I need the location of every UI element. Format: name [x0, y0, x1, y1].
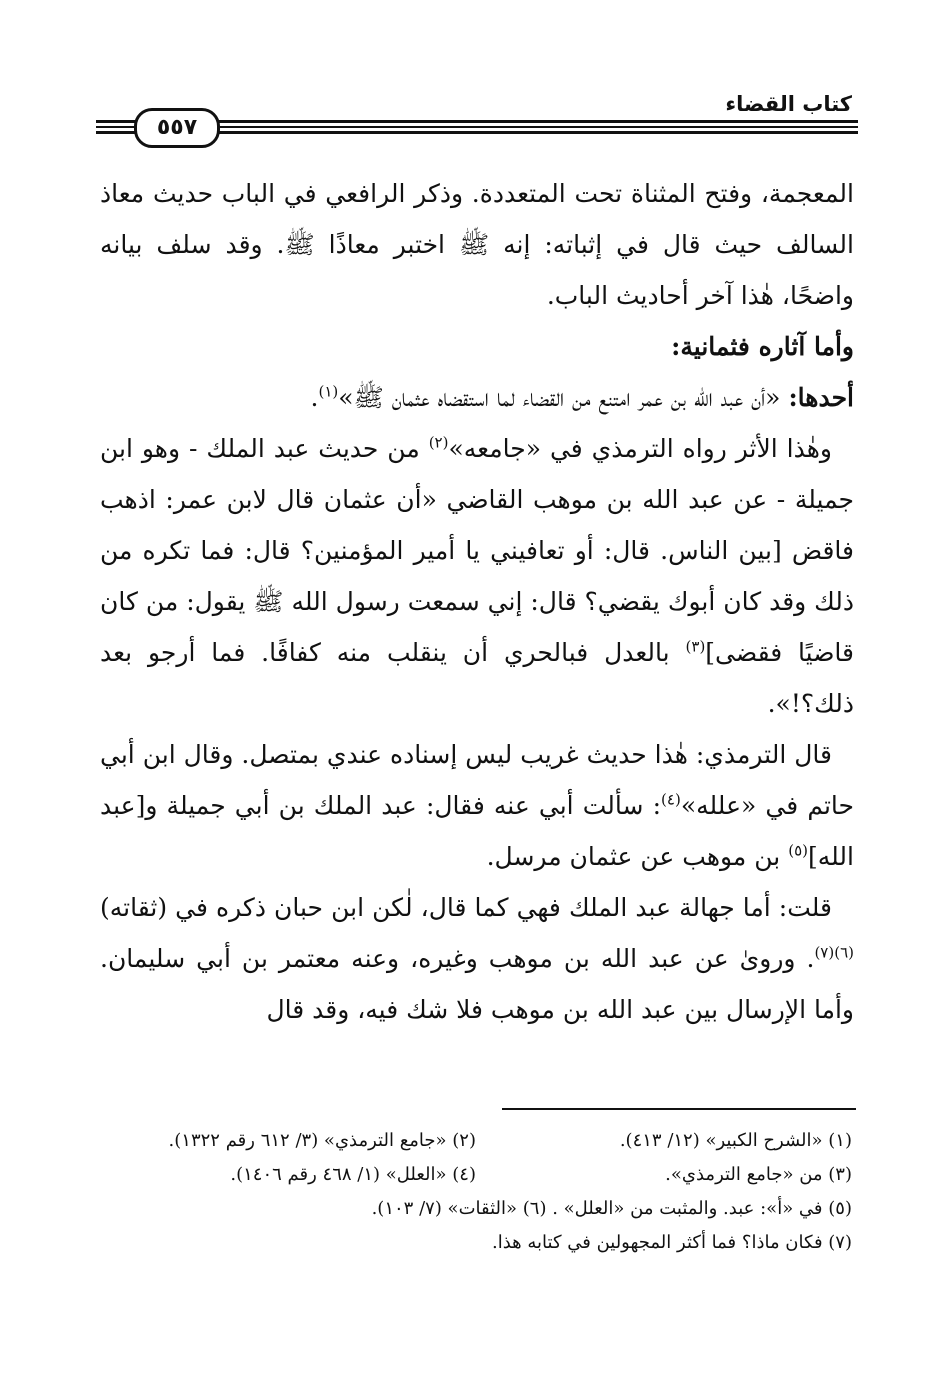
header-rule	[96, 126, 136, 128]
header-rule	[214, 131, 858, 134]
header-rule	[214, 126, 858, 128]
footnote-marker: (٣)	[685, 637, 706, 656]
footnote-row	[100, 1124, 852, 1158]
main-text	[100, 168, 854, 1035]
footnote-marker: (٦)(٧)	[814, 943, 854, 962]
paragraph: وهٰذا الأثر رواه الترمذي في «جامعه»$^{(٢)}$ من حديث عبد الملك - وهو ابن جميلة - عن عبد الله بن موهب القاضي «أن عثمان قال لابن عمر: اذهب فاقض [بين الناس. قال: أو تعافيني يا أمير المؤمنين؟ قال: فما تكره من ذلك وقد كان أبوك يقضي؟ قال: إني سمعت رسول الله ﷺ يقول: من كان قاضيًا فقضى]$^{(٣)}$ بالعدل فبالحري أن ينقلب منه كفافًا. فما أرجو بعد ذلك؟!».	[100, 433, 854, 718]
header-rule	[214, 120, 858, 123]
paragraph: قلت: أما جهالة عبد الملك فهي كما قال، لٰكن ابن حبان ذكره في (ثقاته)$^{(٦)(٧)}$. وروىٰ عن عبد الله بن موهب وغيره، وعنه معتمر بن أبي سليمان. وأما الإرسال بين عبد الله بن موهب فلا شك فيه، وقد قال	[100, 893, 854, 1024]
header-rule	[96, 131, 136, 134]
section-heading: وأما آثاره فثمانية:	[671, 332, 854, 361]
footnote: (١) «الشرح الكبير» (١٢/ ٤١٣).	[619, 1130, 852, 1151]
footnote-marker: (١)	[318, 382, 339, 401]
running-title: كتاب القضاء	[725, 92, 852, 116]
footnote-marker: (٤)	[661, 790, 681, 809]
footnote: (٣) من «جامع الترمذي».	[665, 1164, 852, 1185]
footnote: (٤) «العلل» (١/ ٤٦٨ رقم ١٤٠٦).	[230, 1164, 476, 1185]
item-label: أحدها:	[788, 383, 854, 412]
footnotes	[100, 1124, 852, 1260]
paragraph: المعجمة، وفتح المثناة تحت المتعددة. وذكر الرافعي في الباب حديث معاذ السالف حيث قال في إثباته: إنه ﷺ اختبر معاذًا ﷺ. وقد سلف بيانه واضحًا، هٰذا آخر أحاديث الباب.	[100, 179, 854, 310]
footnote-marker: (٥)	[788, 841, 808, 860]
paragraph: أحدها: «أن عبد الله بن عمر امتنع من القضاء لما استقضاه عثمان ﷺ»$^{(١)}$.	[310, 382, 854, 412]
paragraph: قال الترمذي: هٰذا حديث غريب ليس إسناده عندي بمتصل. وقال ابن أبي حاتم في «علله»$^{(٤)}$: سألت أبي عنه فقال: عبد الملك بن أبي جميلة و[عبد الله]$^{(٥)}$ بن موهب عن عثمان مرسل.	[100, 740, 854, 871]
footnote-row	[100, 1158, 852, 1192]
header-rule	[96, 120, 136, 123]
footnote: (٢) «جامع الترمذي» (٣/ ٦١٢ رقم ١٣٢٢).	[168, 1130, 476, 1151]
page-number: ٥٥٧	[134, 108, 220, 148]
footnote-separator	[502, 1108, 856, 1110]
page-header	[96, 92, 858, 148]
footnote-marker: (٢)	[428, 433, 449, 452]
footnote: (٧) فكان ماذا؟ فما أكثر المجهولين في كتابه هذا.	[491, 1232, 852, 1253]
footnote: (٥) في «أ»: عبد. والمثبت من «العلل» . (٦) «الثقات» (٧/ ١٠٣).	[371, 1198, 852, 1219]
